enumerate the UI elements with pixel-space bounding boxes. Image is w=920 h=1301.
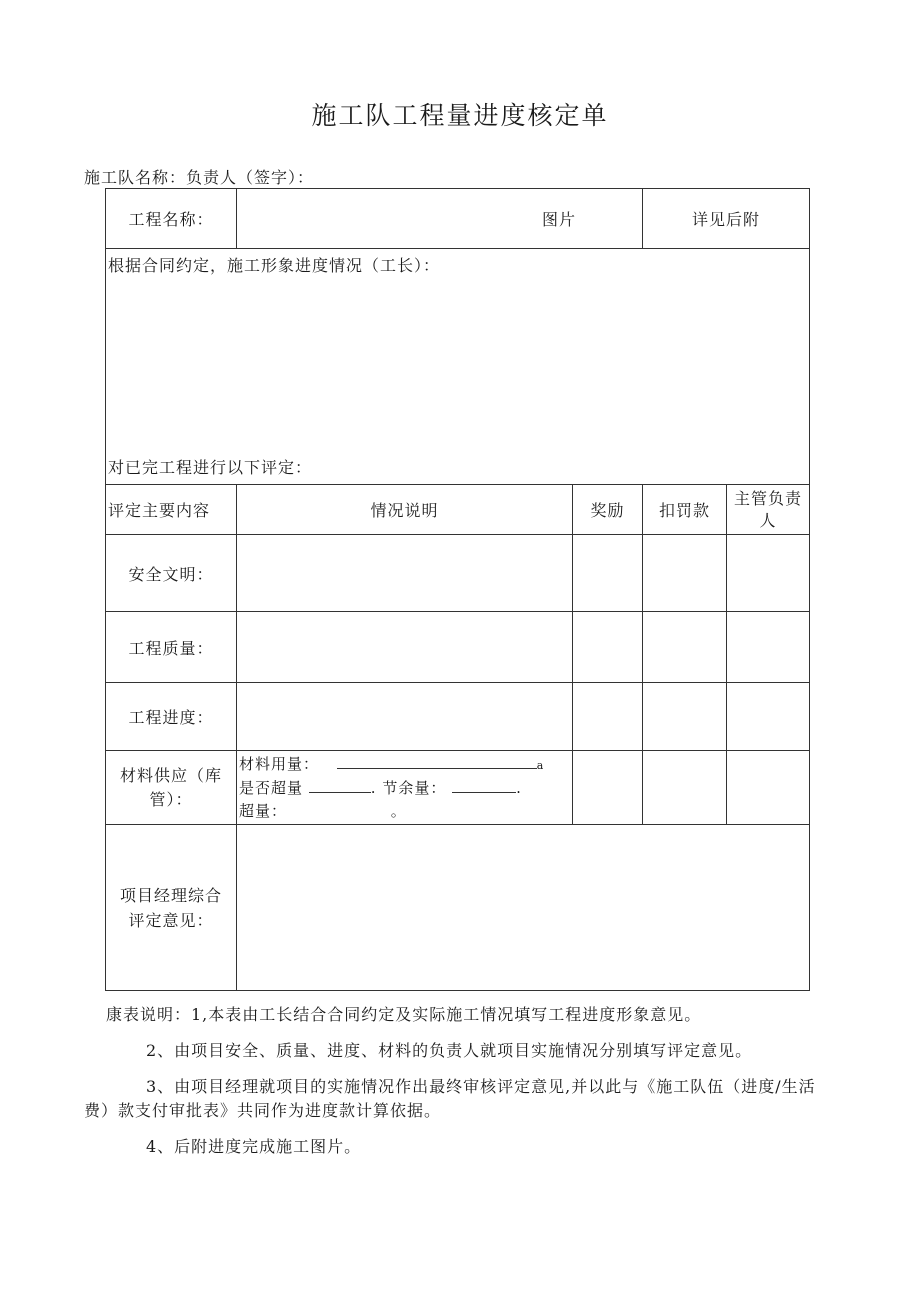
material-usage-label: 材料用量： xyxy=(239,754,320,773)
manager-opinion-cell[interactable] xyxy=(237,825,810,991)
safety-reward-cell[interactable] xyxy=(573,535,643,612)
col-header-content: 评定主要内容 xyxy=(106,485,237,535)
quality-supervisor-cell[interactable] xyxy=(727,612,810,683)
page-title: 施工队工程量进度核定单 xyxy=(311,101,609,130)
note-1: 康表说明：1,本表由工长结合合同约定及实际施工情况填写工程进度形象意见。 xyxy=(106,1005,702,1024)
material-usage-line xyxy=(239,753,572,777)
team-name-signature-line: 施工队名称：负责人（签字）： xyxy=(84,168,315,187)
safety-penalty-cell[interactable] xyxy=(643,535,727,612)
safety-supervisor-cell[interactable] xyxy=(727,535,810,612)
col-header-description: 情况说明 xyxy=(237,485,573,535)
row-safety-label: 安全文明： xyxy=(106,535,237,612)
evaluation-intro-label: 对已完工程进行以下评定： xyxy=(108,458,313,477)
project-name-label: 工程名称： xyxy=(106,189,237,249)
col-header-supervisor: 主管负责人 xyxy=(727,485,810,535)
over-amount-end: 。 xyxy=(390,801,407,820)
picture-label: 图片 xyxy=(542,210,577,229)
over-question-label: 是否超量 xyxy=(239,778,304,797)
save-amount-end: . xyxy=(516,778,522,797)
material-details-cell[interactable] xyxy=(237,751,573,825)
row-quality-label: 工程质量： xyxy=(106,612,237,683)
safety-description-cell[interactable] xyxy=(237,535,573,612)
row-manager-opinion-label: 项目经理综合评定意见： xyxy=(106,825,237,991)
save-amount-blank[interactable] xyxy=(452,778,516,793)
col-header-reward: 奖励 xyxy=(573,485,643,535)
progress-description-row-cell[interactable] xyxy=(237,683,573,751)
assessment-table xyxy=(105,188,810,991)
material-supervisor-cell[interactable] xyxy=(727,751,810,825)
material-over-line xyxy=(239,800,572,823)
col-header-penalty: 扣罚款 xyxy=(643,485,727,535)
row-progress-label: 工程进度： xyxy=(106,683,237,751)
progress-description-cell[interactable] xyxy=(106,249,810,485)
quality-description-cell[interactable] xyxy=(237,612,573,683)
material-reward-cell[interactable] xyxy=(573,751,643,825)
quality-reward-cell[interactable] xyxy=(573,612,643,683)
save-amount-label: . 节余量： xyxy=(370,778,447,797)
progress-penalty-cell[interactable] xyxy=(643,683,727,751)
notes-section xyxy=(84,1003,824,1159)
row-material-label: 材料供应（库管）： xyxy=(106,751,237,825)
over-amount-label: 超量： xyxy=(239,801,288,820)
progress-supervisor-cell[interactable] xyxy=(727,683,810,751)
note-3: 3、由项目经理就项目的实施情况作出最终审核评定意见,并以此与《施工队伍（进度/生活费）款支付审批表》共同作为进度款计算依据。 xyxy=(84,1077,816,1120)
picture-cell[interactable] xyxy=(237,189,643,249)
see-attached-label: 详见后附 xyxy=(643,189,810,249)
progress-description-label: 根据合同约定，施工形象进度情况（工长）： xyxy=(108,256,441,275)
material-usage-blank[interactable] xyxy=(337,754,537,769)
note-2: 2、由项目安全、质量、进度、材料的负责人就项目实施情况分别填写评定意见。 xyxy=(146,1041,753,1060)
over-question-blank[interactable] xyxy=(309,778,371,793)
progress-reward-cell[interactable] xyxy=(573,683,643,751)
material-over-save-line xyxy=(239,777,572,800)
quality-penalty-cell[interactable] xyxy=(643,612,727,683)
note-4: 4、后附进度完成施工图片。 xyxy=(146,1137,362,1156)
material-penalty-cell[interactable] xyxy=(643,751,727,825)
material-usage-end: a xyxy=(536,758,545,772)
